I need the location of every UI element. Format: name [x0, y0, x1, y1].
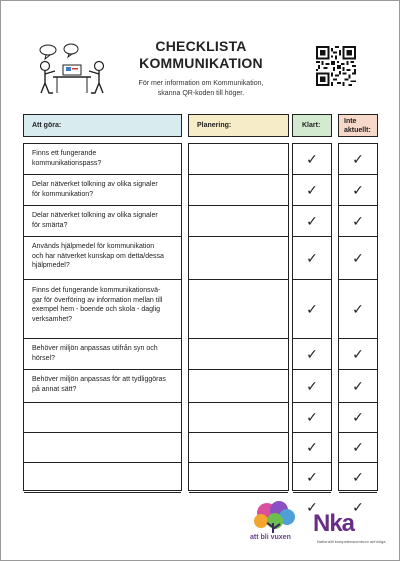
checkmark-icon: ✓	[352, 347, 364, 363]
checkmark-icon: ✓	[306, 183, 318, 199]
question-line: hörsel?	[32, 354, 55, 362]
todo-cell-row-1	[24, 144, 181, 175]
na-cell-row-5[interactable]	[339, 280, 377, 339]
column-header-todo-label: Att göra:	[32, 122, 62, 129]
na-cell-row-2[interactable]	[339, 175, 377, 206]
done-cell-row-10[interactable]	[293, 463, 331, 493]
todo-cell-row-3	[24, 206, 181, 237]
todo-cell-row-5	[24, 280, 181, 339]
plan-cell-row-8[interactable]	[189, 403, 288, 433]
question-line: hjälpmedel?	[32, 262, 70, 269]
not-applicable-column	[338, 143, 378, 516]
question-line: Behöver miljön anpassas för att tydliggöras	[32, 376, 166, 383]
question-line: på annat sätt?	[32, 385, 77, 393]
question-text	[32, 375, 177, 394]
checkmark-icon: ✓	[306, 410, 318, 426]
question-line: kommunikationspass?	[32, 159, 102, 167]
plan-cell-row-4[interactable]	[189, 237, 288, 280]
question-line: Finns ett fungerande	[32, 150, 97, 157]
question-text	[32, 180, 177, 199]
todo-cell-row-9	[24, 433, 181, 463]
checkmark-icon: ✓	[306, 214, 318, 230]
todo-cell-row-6	[24, 339, 181, 370]
plan-cell-row-6[interactable]	[189, 339, 288, 370]
na-cell-row-7[interactable]	[339, 370, 377, 403]
plan-cell-row-2[interactable]	[189, 175, 288, 206]
checkmark-icon: ✓	[352, 379, 364, 395]
done-cell-row-3[interactable]	[293, 206, 331, 237]
na-cell-row-9[interactable]	[339, 433, 377, 463]
page-title-line2: KOMMUNIKATION	[139, 55, 263, 71]
nka-logo: Nka	[313, 510, 355, 537]
planning-column	[188, 143, 289, 491]
plan-cell-row-5[interactable]	[189, 280, 288, 339]
nka-logo-subtitle: Nationellt kompetenscentrum anhöriga	[317, 539, 386, 544]
done-cell-row-7[interactable]	[293, 370, 331, 403]
question-text	[32, 344, 177, 363]
checkmark-icon: ✓	[352, 410, 364, 426]
todo-cell-row-8	[24, 403, 181, 433]
done-cell-row-9[interactable]	[293, 433, 331, 463]
checkmark-icon: ✓	[306, 152, 318, 168]
question-text	[32, 149, 177, 168]
page-title-line1: CHECKLISTA	[155, 38, 247, 54]
checkmark-icon: ✓	[306, 440, 318, 456]
na-cell-row-10[interactable]	[339, 463, 377, 493]
column-header-not-applicable	[338, 114, 378, 137]
column-header-not-applicable-label: Inte aktuellt:	[344, 118, 371, 134]
two-people-talking-illustration	[33, 41, 113, 97]
plan-cell-row-10[interactable]	[189, 463, 288, 493]
column-header-todo	[23, 114, 182, 137]
question-line: Delar nätverket tolkning av olika signaler	[32, 181, 158, 188]
checkmark-icon: ✓	[306, 251, 318, 267]
checkmark-icon: ✓	[352, 302, 364, 318]
todo-cell-row-4	[24, 237, 181, 280]
question-line: för smärta?	[32, 221, 68, 229]
tree-logo-icon	[247, 499, 303, 549]
done-cell-row-6[interactable]	[293, 339, 331, 370]
done-cell-row-4[interactable]	[293, 237, 331, 280]
question-line: för kommunikation?	[32, 190, 94, 198]
question-line: Används hjälpmedel för kommunikation	[32, 243, 155, 250]
todo-column	[23, 143, 182, 491]
na-cell-row-4[interactable]	[339, 237, 377, 280]
checkmark-icon: ✓	[306, 347, 318, 363]
plan-cell-row-7[interactable]	[189, 370, 288, 403]
checkmark-icon: ✓	[306, 379, 318, 395]
todo-cell-row-2	[24, 175, 181, 206]
done-cell-row-2[interactable]	[293, 175, 331, 206]
done-cell-row-5[interactable]	[293, 280, 331, 339]
question-text	[32, 242, 177, 271]
done-cell-row-1[interactable]	[293, 144, 331, 175]
checkmark-icon: ✓	[352, 214, 364, 230]
question-line: och har nätverket kunskap om detta/dessa	[32, 252, 164, 260]
checkmark-icon: ✓	[352, 183, 364, 199]
plan-cell-row-3[interactable]	[189, 206, 288, 237]
checkmark-icon: ✓	[352, 470, 364, 486]
question-text	[32, 286, 177, 324]
checkmark-icon: ✓	[306, 500, 318, 516]
column-header-planning-label: Planering:	[197, 122, 232, 129]
checkmark-icon: ✓	[306, 302, 318, 318]
todo-cell-row-7	[24, 370, 181, 403]
na-cell-row-1[interactable]	[339, 144, 377, 175]
plan-cell-row-9[interactable]	[189, 433, 288, 463]
checkmark-icon: ✓	[352, 152, 364, 168]
question-line: verksamhet?	[32, 315, 73, 323]
info-text-line2: skanna QR-koden till höger.	[157, 90, 245, 97]
na-cell-row-3[interactable]	[339, 206, 377, 237]
question-line: gar för överföring av information mellan till	[32, 296, 163, 304]
question-line: Delar nätverket tolkning av olika signaler	[32, 212, 158, 219]
column-header-done-label: Klart:	[302, 122, 321, 129]
todo-cell-row-11	[24, 493, 181, 522]
column-header-done	[292, 114, 332, 137]
checkmark-icon: ✓	[352, 251, 364, 267]
checkmark-icon: ✓	[352, 500, 364, 516]
checkmark-icon: ✓	[306, 470, 318, 486]
todo-cell-row-10	[24, 463, 181, 493]
na-cell-row-8[interactable]	[339, 403, 377, 433]
question-text	[32, 211, 177, 230]
atb-logo-text: att bli vuxen	[250, 534, 291, 541]
done-cell-row-8[interactable]	[293, 403, 331, 433]
plan-cell-row-1[interactable]	[189, 144, 288, 175]
question-line: Finns det fungerande kommunikationsvä-	[32, 287, 161, 294]
na-cell-row-6[interactable]	[339, 339, 377, 370]
done-column	[292, 143, 332, 516]
column-header-planning	[188, 114, 289, 137]
info-text-line1: För mer information om Kommunikation,	[138, 80, 264, 87]
question-line: Behöver miljön anpassas utifrån syn och	[32, 345, 158, 352]
qr-code[interactable]	[316, 46, 356, 86]
checkmark-icon: ✓	[352, 440, 364, 456]
question-line: exempel hem - boende och skola - daglig	[32, 306, 161, 313]
